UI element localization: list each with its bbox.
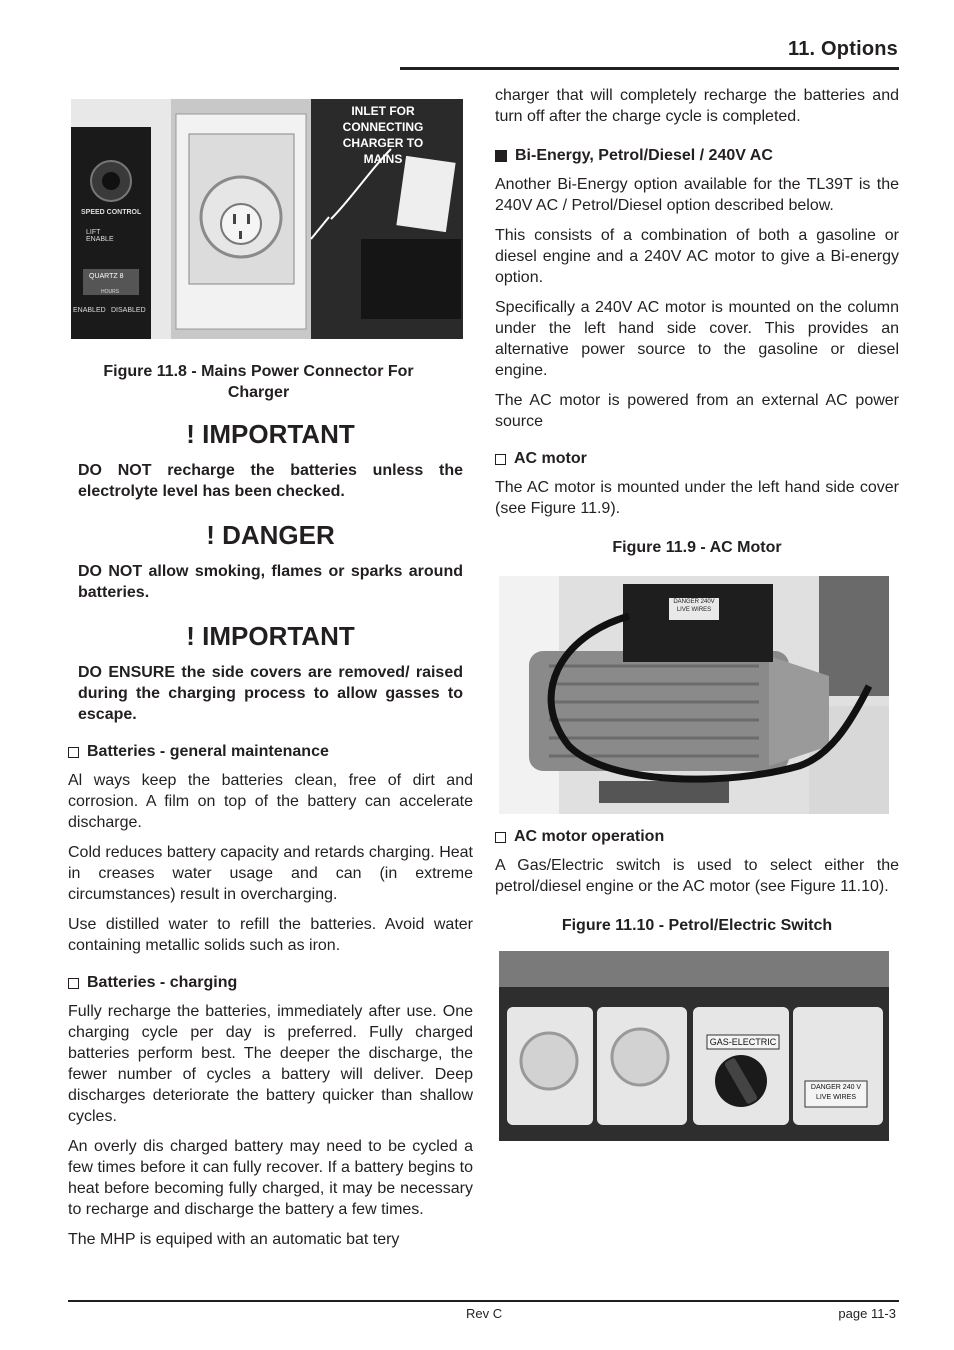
ac-motor-label-plate: DANGER 240V LIVE WIRES <box>673 599 715 613</box>
figure-11-8-caption: Figure 11.8 - Mains Power Connector For Charger <box>103 363 414 401</box>
panel-label-quartz: QUARTZ 8 <box>89 273 124 280</box>
gas-electric-label: GAS-ELECTRIC <box>709 1037 777 1047</box>
figure-11-10-photo <box>499 951 889 1141</box>
ac-motor-operation-heading <box>495 828 899 846</box>
checkbox-square-icon <box>68 978 79 989</box>
bi-energy-heading <box>495 147 899 165</box>
checkbox-square-icon <box>68 747 79 758</box>
section-title: 11. Options <box>787 38 898 60</box>
batteries-charging-para-1: Fully recharge the batteries, immediately after use. One charging cycle per day is preferred. Fully charged batteries perform best. The deeper the discharge, the fewer number of cycles a battery will deliver. Deep discharges deteriorate the battery quicker than shallow cycles. <box>68 1003 473 1125</box>
figure-11-8-photo <box>71 99 463 339</box>
notice-danger <box>68 520 473 603</box>
ac-motor-para: The AC motor is mounted under the left hand side cover (see Figure 11.9). <box>495 479 899 517</box>
checkbox-square-icon <box>495 832 506 843</box>
figure-11-9-photo <box>499 576 889 814</box>
panel-label-hours: HOURS <box>101 289 120 295</box>
figure-11-9-caption: Figure 11.9 - AC Motor <box>612 539 782 556</box>
notice-important-1 <box>68 419 473 502</box>
checkbox-square-icon <box>495 454 506 465</box>
panel-label-speed: SPEED CONTROL <box>81 209 142 216</box>
notice-text: DO NOT recharge the batteries unless the electrolyte level has been checked. <box>78 462 463 500</box>
notice-text: DO NOT allow smoking, flames or sparks around batteries. <box>78 563 463 601</box>
batteries-charging-heading <box>68 974 473 992</box>
bi-energy-para-1: Another Bi-Energy option available for the TL39T is the 240V AC / Petrol/Diesel option described below. <box>495 176 899 214</box>
batteries-general-para-2: Cold reduces battery capacity and retards charging. Heat in creases water usage and can (in extreme circumstances) result in overcharging. <box>68 844 473 903</box>
notice-important-2 <box>68 621 473 725</box>
figure-11-8-callout: INLET FOR CONNECTING CHARGER TO MAINS <box>342 104 424 166</box>
notice-heading: ! IMPORTANT <box>186 419 355 449</box>
subhead-text: Batteries - general maintenance <box>87 743 329 760</box>
danger-240v-label: DANGER 240 V LIVE WIRES <box>810 1084 862 1101</box>
batteries-general-heading <box>68 743 473 761</box>
ac-motor-heading <box>495 450 899 468</box>
revision-label: Rev C <box>466 1306 503 1321</box>
subhead-text: Bi-Energy, Petrol/Diesel / 240V AC <box>515 147 773 164</box>
ac-motor-operation-para: A Gas/Electric switch is used to select either the petrol/diesel engine or the AC motor (see Figure 11.10). <box>495 857 899 895</box>
subhead-text: Batteries - charging <box>87 974 238 991</box>
page-number: page 11-3 <box>838 1306 896 1321</box>
bi-energy-para-4: The AC motor is powered from an external AC power source <box>495 392 899 430</box>
notice-heading: ! DANGER <box>206 520 335 550</box>
panel-label-lift: LIFT ENABLE <box>86 229 114 243</box>
batteries-charging-para-2: An overly dis charged battery may need to be cycled a few times before it can fully recover. If a battery begins to heat before becoming fully charged, it may be necessary to recharge and discharge the battery a few times. <box>68 1138 473 1218</box>
panel-label-disabled: DISABLED <box>111 307 146 314</box>
batteries-general-para-3: Use distilled water to refill the batteries. Avoid water containing metallic solids such as iron. <box>68 916 473 954</box>
notice-text: DO ENSURE the side covers are removed/ raised during the charging process to allow gasses to escape. <box>78 664 463 723</box>
filled-square-icon <box>495 150 507 162</box>
bi-energy-para-2: This consists of a combination of both a gasoline or diesel engine and a 240V AC motor to give a Bi-energy option. <box>495 227 899 286</box>
batteries-general-para-1: Al ways keep the batteries clean, free of dirt and corrosion. A film on top of the battery can accelerate discharge. <box>68 772 473 831</box>
notice-heading: ! IMPORTANT <box>186 621 355 651</box>
footer-rule <box>68 1300 899 1302</box>
charger-continuation: charger that will completely recharge the batteries and turn off after the charge cycle is completed. <box>495 87 899 125</box>
bi-energy-para-3: Specifically a 240V AC motor is mounted on the column under the left hand side cover. This provides an alternative power source to the gasoline or diesel engine. <box>495 299 899 379</box>
batteries-charging-para-3: The MHP is equiped with an automatic bat tery <box>68 1231 400 1248</box>
right-column <box>495 85 899 1141</box>
panel-label-enabled: ENABLED <box>73 307 106 314</box>
petrol-electric-switch-illustration <box>499 951 889 1141</box>
figure-11-10-caption: Figure 11.10 - Petrol/Electric Switch <box>561 917 833 934</box>
subhead-text: AC motor operation <box>514 828 665 845</box>
header-rule <box>400 67 899 70</box>
left-column <box>68 85 473 1259</box>
subhead-text: AC motor <box>514 450 587 467</box>
